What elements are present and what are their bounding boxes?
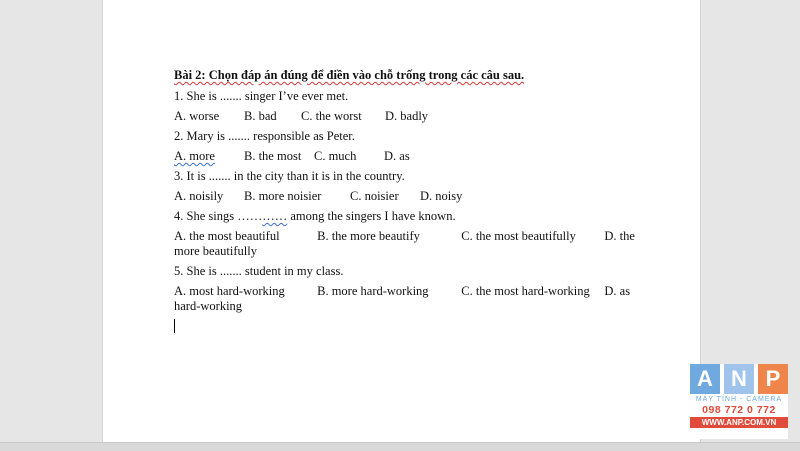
option-a: A. noisily (174, 189, 224, 203)
question-1: 1. She is ....... singer I’ve ever met. (174, 89, 349, 103)
option-a: A. worse (174, 109, 220, 123)
option-a: A. the most beautiful (174, 229, 280, 243)
option-c: C. noisier (350, 189, 399, 203)
question-4 (174, 209, 644, 224)
option-d: D. as (384, 149, 410, 163)
option-b: B. the most (244, 149, 302, 163)
question-5: 5. She is ....... student in my class. (174, 264, 344, 278)
exercise-title: Bài 2: Chọn đáp án đúng để điền vào chỗ trống trong các câu sau. (174, 68, 525, 82)
option-a: A. most hard-working (174, 284, 285, 298)
option-d: D. the more beautifully (174, 229, 635, 258)
logo-letter-n: N (724, 364, 754, 394)
question-5-options (174, 284, 644, 314)
option-d: D. noisy (420, 189, 463, 203)
option-b: B. the more beautify (317, 229, 420, 243)
option-b: B. more noisier (244, 189, 322, 203)
option-d: D. as hard-working (174, 284, 631, 313)
logo-letter-a: A (690, 364, 720, 394)
logo-tagline: MÁY TÍNH - CAMERA (695, 396, 783, 403)
document-page[interactable] (103, 0, 700, 442)
question-4-options (174, 229, 644, 259)
option-a: A. more (174, 149, 215, 163)
option-c: C. the most hard-working (461, 284, 590, 298)
question-3: 3. It is ....... in the city than it is in the country. (174, 169, 405, 183)
question-2-options (174, 149, 644, 164)
question-4-blank: …… (262, 209, 288, 223)
text-cursor (174, 319, 175, 333)
logo-letters (690, 364, 788, 394)
question-4-text-start: 4. She sings …… (174, 209, 263, 223)
logo-website: WWW.ANP.COM.VN (690, 417, 788, 428)
question-4-text-end: among the singers I have known. (287, 209, 456, 223)
question-2: 2. Mary is ....... responsible as Peter. (174, 129, 355, 143)
option-c: C. much (314, 149, 357, 163)
question-3-options (174, 189, 644, 204)
anp-logo (690, 364, 788, 439)
option-c: C. the worst (301, 109, 362, 123)
logo-letter-p: P (758, 364, 788, 394)
option-c: C. the most beautifully (461, 229, 576, 243)
option-d: D. badly (385, 109, 429, 123)
logo-phone: 098 772 0 772 (702, 404, 776, 416)
question-1-options (174, 109, 644, 124)
option-b: B. more hard-working (317, 284, 429, 298)
option-b: B. bad (244, 109, 277, 123)
document-body[interactable] (174, 68, 644, 333)
